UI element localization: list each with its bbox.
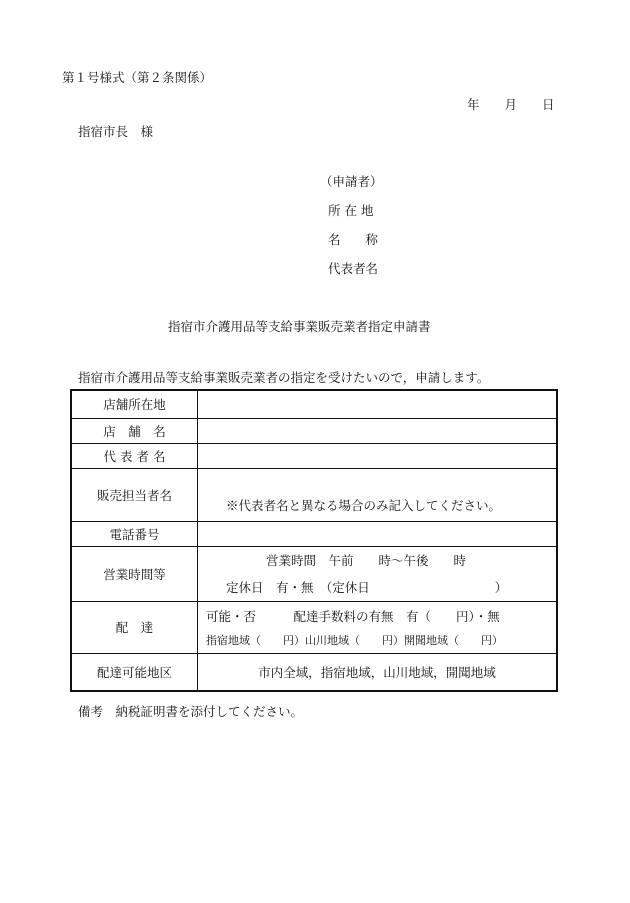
application-table <box>70 389 558 692</box>
table-row <box>71 521 557 546</box>
delivery-field[interactable] <box>198 601 558 653</box>
addressee: 指宿市長 様 <box>78 124 154 139</box>
phone-field[interactable] <box>198 521 558 546</box>
sales-person-note: ※代表者名と異なる場合のみ記入してください。 <box>226 497 502 513</box>
date-line: 年 月 日 <box>467 97 555 112</box>
table-row <box>71 418 557 443</box>
business-hours-label: 営業時間等 <box>71 546 198 601</box>
document-body: 指宿市介護用品等支給事業販売業者の指定を受けたいので，申請します。 <box>78 370 490 385</box>
table-row <box>71 390 557 418</box>
delivery-area-label: 配達可能地区 <box>71 653 198 691</box>
delivery-line-2: 指宿地域（ 円）山川地域（ 円）開聞地域（ 円） <box>206 633 503 647</box>
footer-note: 備考 納税証明書を添付してください。 <box>78 704 304 719</box>
phone-label: 電話番号 <box>71 521 198 546</box>
business-hours-field[interactable] <box>198 546 558 601</box>
delivery-area-value: 市内全域，指宿地域，山川地域，開聞地域 <box>198 653 558 691</box>
applicant-name-label: 名 称 <box>328 232 379 247</box>
store-name-label: 店 舗 名 <box>71 418 198 443</box>
store-address-field[interactable] <box>198 390 558 418</box>
applicant-label: （申請者） <box>320 174 383 189</box>
document-title: 指宿市介護用品等支給事業販売業者指定申請書 <box>168 319 431 334</box>
table-row <box>71 546 557 601</box>
table-row <box>71 601 557 653</box>
table-row <box>71 443 557 468</box>
sales-person-label: 販売担当者名 <box>71 468 198 521</box>
holiday-line: 定休日 有・無 （定休日 ） <box>226 580 508 595</box>
representative-label: 代 表 者 名 <box>71 443 198 468</box>
applicant-representative-label: 代表者名 <box>328 261 379 276</box>
delivery-line-1: 可能・否 配達手数料の有無 有（ 円）・無 <box>206 608 500 624</box>
representative-field[interactable] <box>198 443 558 468</box>
store-name-field[interactable] <box>198 418 558 443</box>
table-row <box>71 468 557 521</box>
sales-person-field[interactable] <box>198 468 558 521</box>
applicant-address-label: 所 在 地 <box>328 203 374 218</box>
store-address-label: 店舗所在地 <box>71 390 198 418</box>
form-number: 第１号様式（第２条関係） <box>62 70 213 85</box>
hours-line: 営業時間 午前 時～午後 時 <box>266 553 467 568</box>
table-row <box>71 653 557 691</box>
delivery-label: 配 達 <box>71 601 198 653</box>
